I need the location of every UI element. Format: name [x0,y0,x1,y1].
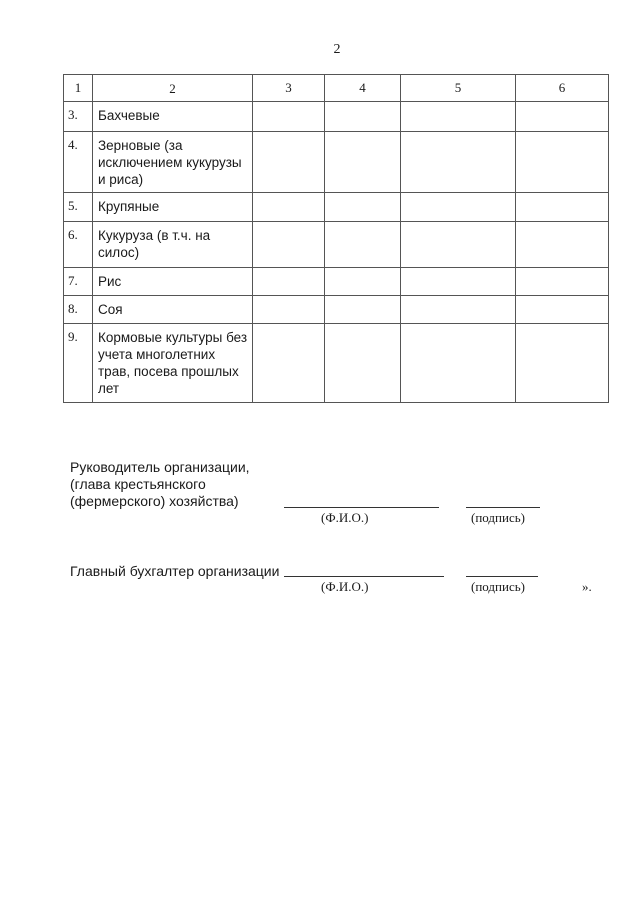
head-sign-caption: (подпись) [471,510,525,525]
crop-name: Кукуруза (в т.ч. на силос) [93,222,253,268]
row-number: 4. [64,132,93,193]
table-row [64,222,609,268]
data-cell[interactable] [401,324,516,403]
crop-name: Рис [93,268,253,296]
accountant-label: Главный бухгалтер организации [70,563,280,579]
data-cell[interactable] [253,324,325,403]
head-title-line3: (фермерского) хозяйства) [70,493,239,509]
data-cell[interactable] [401,102,516,132]
crop-name: Бахчевые [93,102,253,132]
header-cell-4: 4 [325,75,401,102]
data-cell[interactable] [516,268,609,296]
data-cell[interactable] [516,296,609,324]
table-row [64,296,609,324]
data-cell[interactable] [253,132,325,193]
head-title-line2: (глава крестьянского [70,476,206,492]
data-cell[interactable] [401,222,516,268]
data-cell[interactable] [401,132,516,193]
data-cell[interactable] [325,268,401,296]
data-cell[interactable] [253,296,325,324]
crops-table [63,74,609,403]
head-signature-label [70,459,250,510]
head-sign-line[interactable] [466,507,540,508]
page-number: 2 [333,42,341,57]
data-cell[interactable] [516,324,609,403]
data-cell[interactable] [516,102,609,132]
data-cell[interactable] [325,222,401,268]
row-number: 9. [64,324,93,403]
data-cell[interactable] [253,102,325,132]
row-number: 3. [64,102,93,132]
table-row [64,268,609,296]
data-cell[interactable] [401,296,516,324]
crop-name: Крупяные [93,193,253,222]
table-row [64,102,609,132]
data-cell[interactable] [516,222,609,268]
row-number: 6. [64,222,93,268]
data-cell[interactable] [253,268,325,296]
row-number: 7. [64,268,93,296]
header-cell-3: 3 [253,75,325,102]
header-cell-1: 1 [64,75,93,102]
data-cell[interactable] [253,193,325,222]
data-cell[interactable] [401,193,516,222]
accountant-sign-caption: (подпись) [471,579,525,594]
table-row [64,132,609,193]
table-row [64,193,609,222]
header-cell-2: 2 [93,75,253,102]
closing-quote-mark: ». [582,579,592,594]
row-number: 8. [64,296,93,324]
row-number: 5. [64,193,93,222]
accountant-sign-line[interactable] [466,576,538,577]
data-cell[interactable] [325,324,401,403]
table-header-row [64,75,609,102]
data-cell[interactable] [516,132,609,193]
accountant-fio-caption: (Ф.И.О.) [321,579,369,594]
accountant-fio-line[interactable] [284,576,444,577]
crop-name: Кормовые культуры без учета многолетних трав, посева прошлых лет [93,324,253,403]
data-cell[interactable] [401,268,516,296]
head-title-line1: Руководитель организации, [70,459,250,475]
data-cell[interactable] [325,296,401,324]
table-row [64,324,609,403]
header-cell-5: 5 [401,75,516,102]
data-cell[interactable] [325,132,401,193]
data-cell[interactable] [516,193,609,222]
crop-name: Зерновые (за исключением кукурузы и риса) [93,132,253,193]
head-fio-line[interactable] [284,507,439,508]
data-cell[interactable] [325,102,401,132]
head-fio-caption: (Ф.И.О.) [321,510,369,525]
data-cell[interactable] [253,222,325,268]
header-cell-6: 6 [516,75,609,102]
data-cell[interactable] [325,193,401,222]
crop-name: Соя [93,296,253,324]
